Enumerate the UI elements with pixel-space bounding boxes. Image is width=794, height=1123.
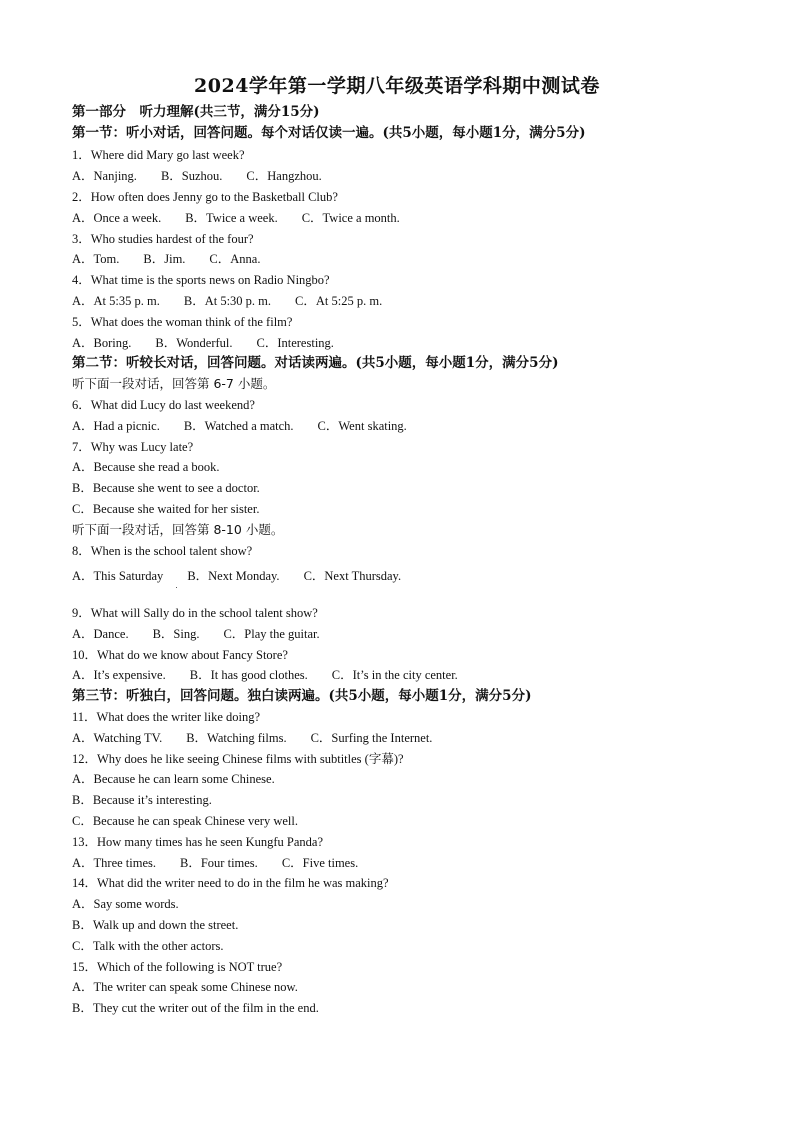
option-a: A．Had a picnic.	[72, 419, 160, 433]
page-title: 2024学年第一学期八年级英语学科期中测试卷	[194, 75, 600, 97]
option-a: A．Tom.	[72, 252, 120, 266]
question-2: 2．How often does Jenny go to the Basketball Club?	[72, 190, 338, 204]
stray-dot	[176, 587, 177, 588]
question-8-options	[72, 568, 425, 584]
question-11-options	[72, 730, 456, 746]
question-8: 8．When is the school talent show?	[72, 544, 253, 558]
option-b: B．Watched a match.	[183, 419, 294, 433]
option-a: A．Nanjing.	[72, 169, 137, 183]
question-7: 7．Why was Lucy late?	[72, 440, 194, 454]
part1-heading: 第一部分 听力理解(共三节，满分15分)	[72, 104, 320, 120]
question-9: 9．What will Sally do in the school talent show?	[72, 606, 318, 620]
question-13: 13．How many times has he seen Kungfu Panda?	[72, 835, 323, 849]
option-a: A．Three times.	[72, 856, 157, 870]
option-b: B．Sing.	[152, 627, 200, 641]
question-15: 15．Which of the following is NOT true?	[72, 960, 283, 974]
option-b: B．Watching films.	[186, 731, 287, 745]
question-7-option-a: A．Because she read a book.	[72, 460, 220, 474]
question-1: 1．Where did Mary go last week?	[72, 148, 245, 162]
option-b: B．Wonderful.	[155, 336, 233, 350]
option-a: A．It’s expensive.	[72, 668, 166, 682]
question-13-options	[72, 855, 382, 871]
option-c: C．Play the guitar.	[223, 627, 320, 641]
section1-heading: 第一节：听小对话，回答问题。每个对话仅读一遍。(共5小题，每小题1分，满分5分)	[72, 125, 586, 141]
question-9-options	[72, 626, 344, 642]
option-b: B．Four times.	[180, 856, 258, 870]
option-b: B．Next Monday.	[187, 569, 280, 583]
section2-intro-1: 听下面一段对话，回答第 6-7 小题。	[72, 376, 276, 391]
option-c: C．Went skating.	[317, 419, 407, 433]
option-b: B．It has good clothes.	[189, 668, 308, 682]
question-4-options	[72, 293, 406, 309]
section2-intro-2: 听下面一段对话，回答第 8-10 小题。	[72, 522, 284, 537]
question-12-option-a: A．Because he can learn some Chinese.	[72, 772, 275, 786]
question-7-option-b: B．Because she went to see a doctor.	[72, 481, 260, 495]
option-c: C．At 5:25 p. m.	[295, 294, 383, 308]
option-a: A．At 5:35 p. m.	[72, 294, 160, 308]
section3-heading: 第三节：听独白，回答问题。独白读两遍。(共5小题，每小题1分，满分5分)	[72, 688, 532, 704]
option-c: C．Twice a month.	[301, 211, 400, 225]
question-10: 10．What do we know about Fancy Store?	[72, 648, 288, 662]
question-2-options	[72, 210, 424, 226]
question-14-option-a: A．Say some words.	[72, 897, 179, 911]
option-b: B．At 5:30 p. m.	[183, 294, 272, 308]
section2-heading: 第二节：听较长对话，回答问题。对话读两遍。(共5小题，每小题1分，满分5分)	[72, 355, 559, 371]
question-14-option-b: B．Walk up and down the street.	[72, 918, 239, 932]
question-7-option-c: C．Because she waited for her sister.	[72, 502, 260, 516]
question-6-options	[72, 418, 431, 434]
option-c: C．Anna.	[209, 252, 261, 266]
option-c: C．Next Thursday.	[303, 569, 402, 583]
option-a: A．Boring.	[72, 336, 132, 350]
option-a: A．Once a week.	[72, 211, 162, 225]
question-12-option-c: C．Because he can speak Chinese very well.	[72, 814, 298, 828]
question-5-options	[72, 335, 358, 351]
question-6: 6．What did Lucy do last weekend?	[72, 398, 255, 412]
option-b: B．Suzhou.	[160, 169, 223, 183]
question-14-option-c: C．Talk with the other actors.	[72, 939, 224, 953]
option-a: A．This Saturday	[72, 569, 164, 583]
question-11: 11．What does the writer like doing?	[72, 710, 261, 724]
question-14: 14．What did the writer need to do in the film he was making?	[72, 876, 389, 890]
question-15-option-b: B．They cut the writer out of the film in the end.	[72, 1001, 319, 1015]
option-a: A．Watching TV.	[72, 731, 163, 745]
option-c: C．Interesting.	[256, 336, 334, 350]
option-a: A．Dance.	[72, 627, 129, 641]
question-5: 5．What does the woman think of the film?	[72, 315, 293, 329]
option-c: C．Surfing the Internet.	[310, 731, 433, 745]
question-15-option-a: A．The writer can speak some Chinese now.	[72, 980, 298, 994]
question-12: 12．Why does he like seeing Chinese films with subtitles (字幕)?	[72, 752, 404, 766]
option-b: B．Jim.	[143, 252, 186, 266]
question-3: 3．Who studies hardest of the four?	[72, 232, 254, 246]
question-3-options	[72, 251, 284, 267]
question-10-options	[72, 667, 482, 683]
option-c: C．Hangzhou.	[246, 169, 322, 183]
option-b: B．Twice a week.	[185, 211, 278, 225]
question-4: 4．What time is the sports news on Radio Ningbo?	[72, 273, 330, 287]
question-1-options	[72, 168, 346, 184]
option-c: C．Five times.	[281, 856, 359, 870]
question-12-option-b: B．Because it’s interesting.	[72, 793, 212, 807]
option-c: C．It’s in the city center.	[331, 668, 458, 682]
